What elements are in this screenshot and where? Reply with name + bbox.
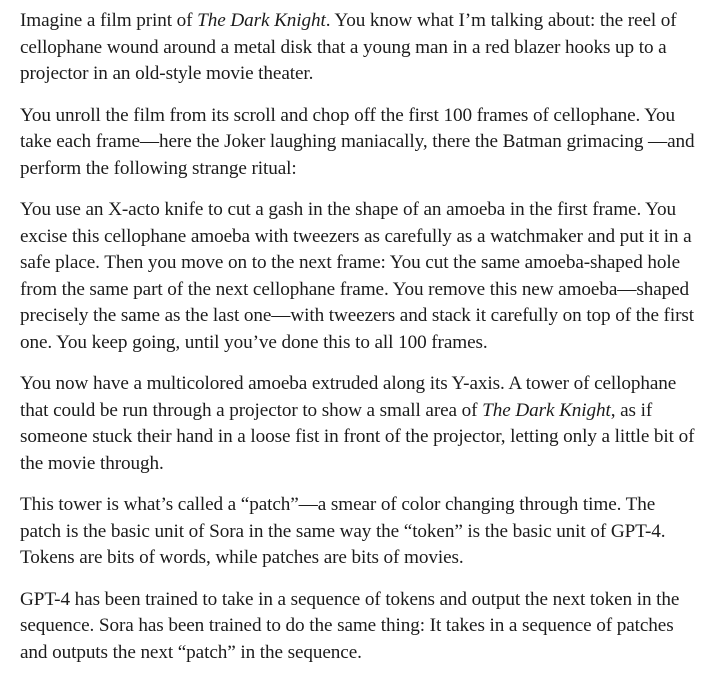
paragraph-film-print-lead: Imagine a film print of [20, 10, 198, 31]
paragraph-film-print [20, 8, 696, 88]
movie-title-italic: The Dark Knight [197, 10, 326, 31]
paragraph-amoeba-tower-lead: You now have a multicolored amoeba extruded along its Y-axis. A tower of cellophane that could be run through a projector to show a small area of [20, 373, 677, 421]
paragraph-film-print-rest: . You know what I’m talking about: the reel of cellophane wound around a metal disk that a young man in a red blazer hooks up to a projector in an old-style movie theater. [20, 10, 677, 84]
paragraph-unroll-film: You unroll the film from its scroll and chop off the first 100 frames of cellophane. You take each frame—here the Joker laughing maniacally, there the Batman grimacing —and perform the following strange ritual: [20, 104, 695, 179]
paragraph-amoeba-tower [20, 371, 696, 477]
paragraph-gpt4-sora: GPT-4 has been trained to take in a sequence of tokens and output the next token in the sequence. Sora has been trained to do the same thing: It takes in a sequence of patches and outputs the next “patch” in the sequence. [20, 588, 680, 663]
paragraph-patch-definition: This tower is what’s called a “patch”—a smear of color changing through time. The patch is the basic unit of Sora in the same way the “token” is the basic unit of GPT-4. Tokens are bits of words, while patches are bits of movies. [20, 494, 666, 568]
paragraph-amoeba-tower-rest: , as if someone stuck their hand in a loose fist in front of the projector, letting only a little bit of the movie through. [20, 399, 695, 474]
movie-title-italic: The Dark Knight [482, 399, 611, 421]
paragraph-amoeba-ritual: You use an X-acto knife to cut a gash in the shape of an amoeba in the first frame. You excise this cellophane amoeba with tweezers as carefully as a watchmaker and put it in a safe place. Then you move on to the next frame: You cut the same amoeba-shaped hole from the same part of the next cellophane frame. You remove this new amoeba—shaped precisely the same as the last one—with tweezers and stack it carefully on top of the first one. You keep going, until you’ve done this to all 100 frames. [20, 199, 694, 353]
